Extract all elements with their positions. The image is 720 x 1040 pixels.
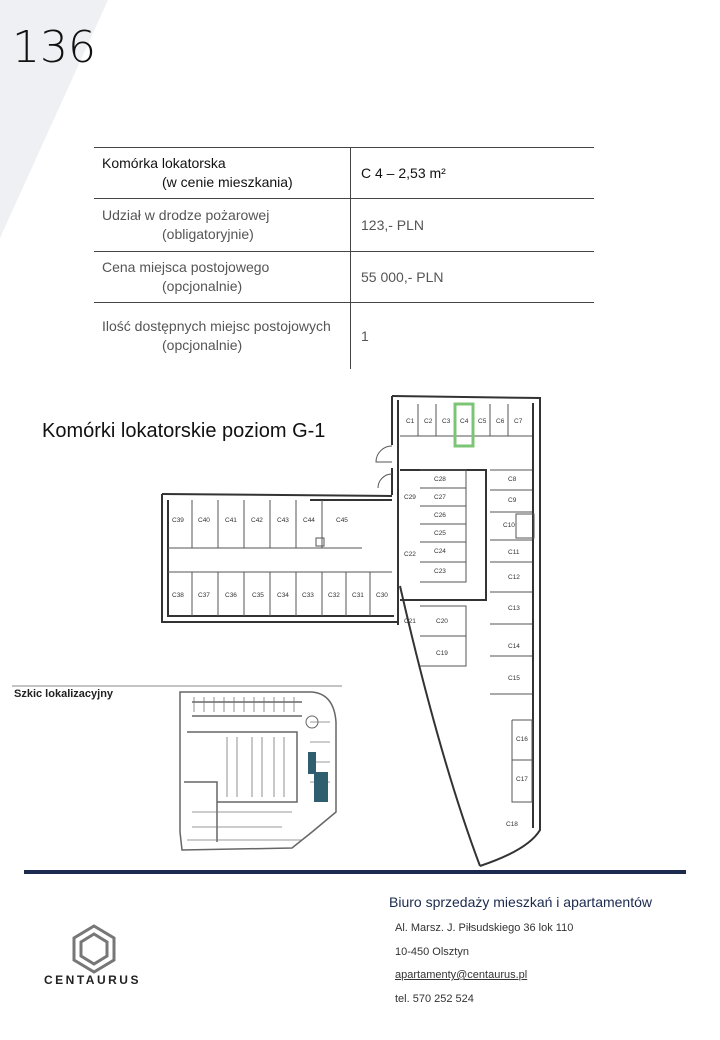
phone-number: tel. 570 252 524 [395,993,474,1005]
unit-label: C45 [336,517,348,524]
unit-label: C34 [277,592,289,599]
unit-label: C37 [198,592,210,599]
unit-label: C21 [404,618,416,625]
info-label: Komórka lokatorska [102,155,226,171]
unit-label: C27 [434,494,446,501]
sketch-title: Szkic lokalizacyjny [14,688,114,700]
unit-label: C39 [172,517,184,524]
unit-label: C11 [508,549,520,556]
info-value: 55 000,- PLN [351,252,595,303]
unit-label: C19 [436,650,448,657]
unit-label: C32 [328,592,340,599]
unit-label: C7 [514,418,523,425]
unit-label: C36 [225,592,237,599]
brand-name: CENTAURUS [44,973,141,987]
unit-label: C42 [251,517,263,524]
info-note: (obligatoryjnie) [162,226,254,242]
unit-label: C20 [436,618,448,625]
unit-label: C28 [434,476,446,483]
unit-label: C15 [508,675,520,682]
info-label: Cena miejsca postojowego [102,259,270,275]
unit-label: C12 [508,574,520,581]
email-link[interactable]: apartamenty@centaurus.pl [395,969,528,981]
highlighted-unit-c4 [455,404,473,446]
unit-label: C3 [442,418,451,425]
unit-label: C26 [434,512,446,519]
unit-label: C41 [225,517,237,524]
unit-label: C31 [352,592,364,599]
info-note: (opcjonalnie) [162,278,243,294]
unit-label: C8 [508,476,517,483]
info-label: Udział w drodze pożarowej [102,207,270,223]
unit-label: C9 [508,497,517,504]
location-sketch [12,682,347,862]
info-note: (w cenie mieszkania) [162,174,293,190]
unit-label: C17 [516,776,528,783]
unit-label: C16 [516,736,528,743]
address-line: Al. Marsz. J. Piłsudskiego 36 lok 110 [395,922,574,934]
info-label: Ilość dostępnych miejsc postojowych [102,317,331,334]
office-title: Biuro sprzedaży mieszkań i apartamentów [389,894,653,910]
unit-label: C29 [404,494,416,501]
unit-label: C5 [478,418,487,425]
footer-divider [24,870,686,874]
info-note: (opcjonalnie) [162,336,243,353]
unit-label: C2 [424,418,433,425]
info-value: 123,- PLN [351,199,595,252]
unit-label: C4 [460,418,469,425]
unit-label: C1 [406,418,415,425]
unit-label: C25 [434,530,446,537]
page-number: 136 [12,22,96,73]
unit-label: C18 [506,821,518,828]
unit-label: C13 [508,605,520,612]
info-value: 1 [351,303,595,369]
unit-label: C6 [496,418,505,425]
info-value: C 4 – 2,53 m² [351,148,595,199]
unit-label: C43 [277,517,289,524]
address-line: 10-450 Olsztyn [395,946,469,958]
unit-label: C22 [404,551,416,558]
unit-label: C40 [198,517,210,524]
unit-label: C14 [508,643,520,650]
unit-label: C24 [434,548,446,555]
unit-label: C10 [503,522,515,529]
plan-title: Komórki lokatorskie poziom G-1 [42,420,326,442]
unit-label: C35 [252,592,264,599]
unit-label: C38 [172,592,184,599]
unit-label: C30 [376,592,388,599]
unit-label: C44 [303,517,315,524]
unit-label: C33 [302,592,314,599]
unit-label: C23 [434,568,446,575]
